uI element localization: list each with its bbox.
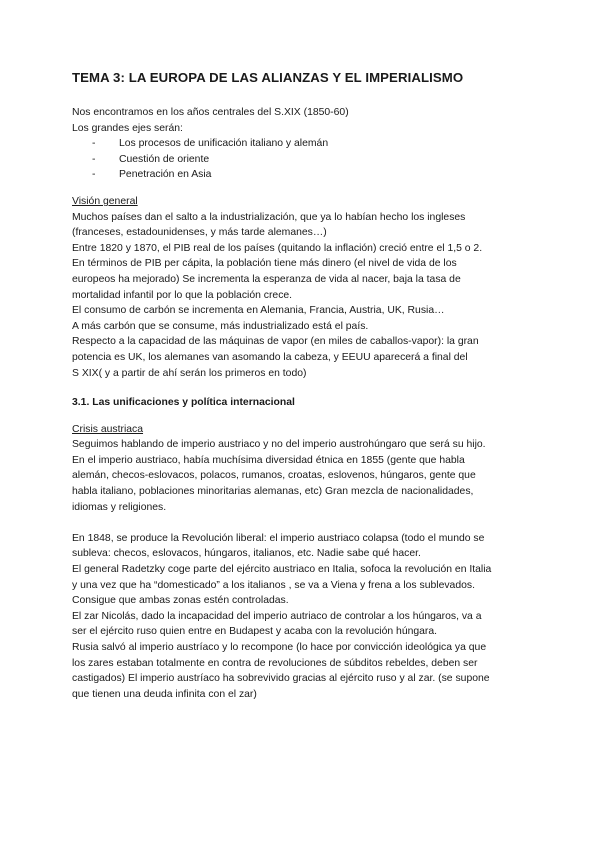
page-title: TEMA 3: LA EUROPA DE LAS ALIANZAS Y EL IMPERIALISMO [72, 70, 464, 85]
paragraph-line: El general Radetzky coge parte del ejército austriaco en Italia, sofoca la revolución en Italia [72, 564, 492, 576]
paragraph-line: subleva: checos, eslovacos, húngaros, italianos, etc. Nadie sabe qué hacer. [72, 548, 421, 560]
list-item: - Cuestión de oriente [92, 152, 534, 168]
paragraph-line: Entre 1820 y 1870, el PIB real de los países (quitando la inflación) creció entre el 1,5 o 2. [72, 242, 483, 254]
paragraph-line: A más carbón que se consume, más industrializado está el país. [72, 320, 369, 332]
paragraph-line: (franceses, estadounidenses, y más tarde alemanes…) [72, 227, 327, 239]
paragraph-line: los zares estaban totalmente en contra de revoluciones de súbditos rebeldes, deben ser [72, 657, 478, 669]
document-page [72, 70, 534, 702]
vision-general-block [72, 194, 534, 381]
paragraph-line: ser el ejército ruso quien entre en Budapest y acaba con la revolución húngara. [72, 626, 438, 638]
paragraph-line: y una vez que ha “domesticado” a los italianos , se va a Viena y frena a los sublevados. [72, 579, 475, 591]
paragraph-line: El zar Nicolás, dado la incapacidad del imperio autriaco de controlar a los húngaros, va a [72, 610, 482, 622]
crisis-austriaca-block [72, 422, 534, 703]
intro-block [72, 105, 534, 183]
paragraph-gap [72, 515, 534, 531]
ejes-list [72, 136, 534, 183]
crisis-austriaca-heading: Crisis austriaca [72, 423, 144, 435]
paragraph-line: En 1848, se produce la Revolución liberal: el imperio austriaco colapsa (todo el mundo se [72, 532, 485, 544]
paragraph-line: idiomas y religiones. [72, 501, 167, 513]
paragraph-line: S XIX( y a partir de ahí serán los primeros en todo) [72, 367, 307, 379]
intro-line: Los grandes ejes serán: [72, 122, 183, 134]
paragraph-line: potencia es UK, los alemanes van asomando la cabeza, y EEUU aparecerá a final del [72, 351, 468, 363]
paragraph-line: Consigue que ambas zonas estén controladas. [72, 595, 289, 607]
paragraph-line: El consumo de carbón se incrementa en Alemania, Francia, Austria, UK, Rusia… [72, 305, 445, 317]
paragraph-line: habla italiano, poblaciones minoritarias alemanas, etc) Gran mezcla de nacionalidades, [72, 486, 474, 498]
paragraph-line: Respecto a la capacidad de las máquinas de vapor (en miles de caballos-vapor): la gran [72, 336, 479, 348]
paragraph-line: que tienen una deuda infinita con el zar) [72, 688, 257, 700]
list-item: - Penetración en Asia [92, 167, 534, 183]
list-item: - Los procesos de unificación italiano y alemán [92, 136, 534, 152]
paragraph-line: europeos ha mejorado) Se incrementa la esperanza de vida al nacer, baja la tasa de [72, 273, 461, 285]
paragraph-line: castigados) El imperio austríaco ha sobrevivido gracias al ejército ruso y al zar. (se supone [72, 673, 490, 685]
paragraph-line: Rusia salvó al imperio austríaco y lo recompone (lo hace por convicción ideológica ya que [72, 642, 487, 653]
paragraph-line: alemán, checos-eslovacos, polacos, rumanos, croatas, eslovenos, húngaros, gente que [72, 470, 476, 482]
section-heading: 3.1. Las unificaciones y política internacional [72, 397, 295, 409]
paragraph-line: Seguimos hablando de imperio austriaco y no del imperio austrohúngaro que será su hijo. [72, 439, 486, 451]
paragraph-line: mortalidad infantil por lo que la población crece. [72, 289, 293, 301]
intro-line: Nos encontramos en los años centrales del S.XIX (1850-60) [72, 107, 349, 118]
paragraph-line: En términos de PIB per cápita, la población tiene más dinero (el nivel de vida de los [72, 258, 457, 270]
paragraph-line: Muchos países dan el salto a la industrialización, que ya lo habían hecho los ingleses [72, 211, 466, 223]
vision-general-heading: Visión general [72, 195, 138, 207]
paragraph-line: En el imperio austriaco, había muchísima diversidad étnica en 1855 (gente que habla [72, 454, 465, 466]
